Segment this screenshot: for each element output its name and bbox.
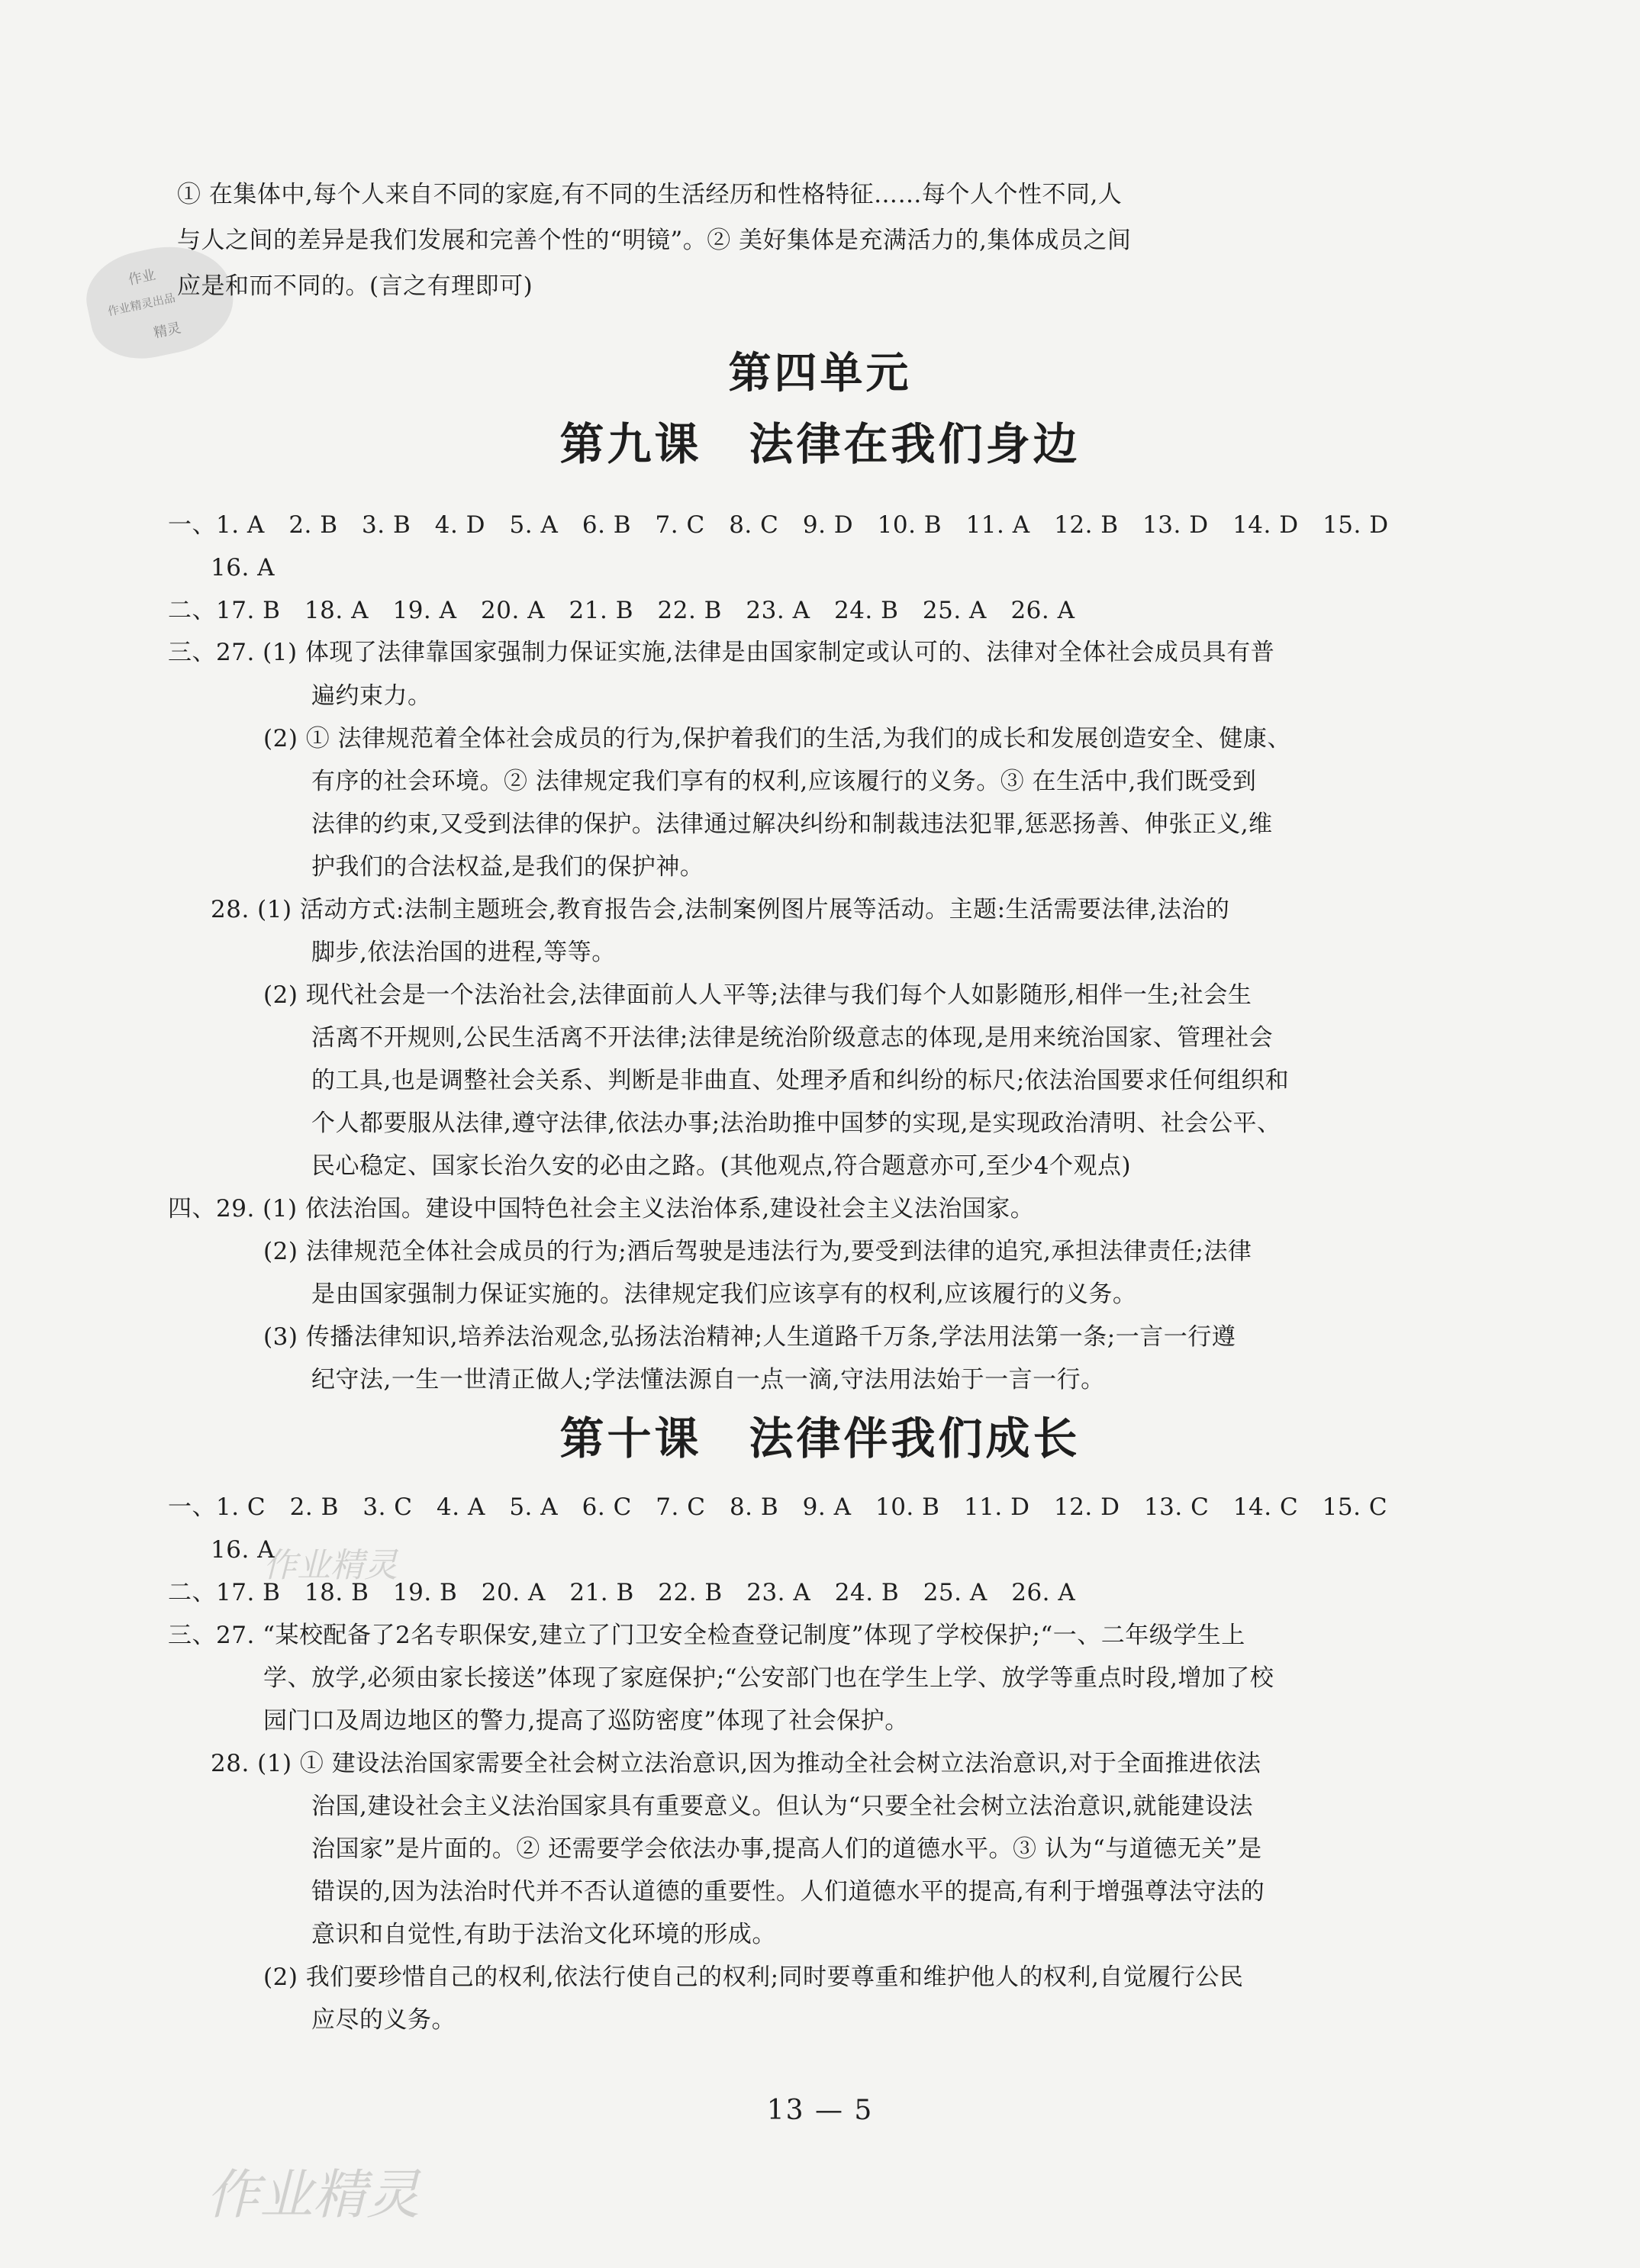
l9-line-18: (2) 法律规范全体社会成员的行为;酒后驾驶是违法行为,要受到法律的追究,承担法律责任;法律 bbox=[263, 1238, 1252, 1265]
l10-line-10: 错误的,因为法治时代并不否认道德的重要性。人们道德水平的提高,有利于增强尊法守法的 bbox=[311, 1878, 1265, 1906]
l10-line-8: 治国,建设社会主义法治国家具有重要意义。但认为“只要全社会树立法治意识,就能建设法 bbox=[311, 1793, 1254, 1820]
l10-line-4: 三、27. “某校配备了2名专职保安,建立了门卫安全检查登记制度”体现了学校保护;“一、二年级学生上 bbox=[168, 1622, 1245, 1649]
l9-line-3: 二、17. B 18. A 19. A 20. A 21. B 22. B 23. A 24. B 25. A 26. A bbox=[168, 597, 1075, 624]
l9-line-12: (2) 现代社会是一个法治社会,法律面前人人平等;法律与我们每个人如影随形,相伴一生;社会生 bbox=[263, 981, 1252, 1009]
l9-line-20: (3) 传播法律知识,培养法治观念,弘扬法治精神;人生道路千万条,学法用法第一条;一言一行遵 bbox=[263, 1323, 1236, 1351]
intro-line-1: ① 在集体中,每个人来自不同的家庭,有不同的生活经历和性格特征……每个人个性不同,人 bbox=[177, 181, 1123, 208]
stamp-text-1: 作业 bbox=[127, 266, 157, 288]
l9-line-4: 三、27. (1) 体现了法律靠国家强制力保证实施,法律是由国家制定或认可的、法律对全体社会成员具有普 bbox=[168, 639, 1275, 666]
l9-line-9: 护我们的合法权益,是我们的保护神。 bbox=[311, 853, 704, 881]
l9-line-16: 民心稳定、国家长治久安的必由之路。(其他观点,符合题意亦可,至少4个观点) bbox=[311, 1152, 1132, 1180]
l9-line-7: 有序的社会环境。② 法律规定我们享有的权利,应该履行的义务。③ 在生活中,我们既受到 bbox=[311, 768, 1257, 795]
lesson9-title: 第九课 法律在我们身边 bbox=[559, 418, 1081, 470]
l9-line-14: 的工具,也是调整社会关系、判断是非曲直、处理矛盾和纠纷的标尺;依法治国要求任何组织和 bbox=[311, 1067, 1290, 1094]
l9-line-8: 法律的约束,又受到法律的保护。法律通过解决纠纷和制裁违法犯罪,惩恶扬善、伸张正义,维 bbox=[311, 810, 1273, 838]
l9-line-1: 一、1. A 2. B 3. B 4. D 5. A 6. B 7. C 8. C 9. D 10. B 11. A 12. B 13. D 14. D 15. D bbox=[168, 511, 1389, 539]
watermark-mid: 作业精灵 bbox=[263, 1546, 398, 1585]
l10-line-11: 意识和自觉性,有助于法治文化环境的形成。 bbox=[311, 1921, 776, 1948]
l10-line-5: 学、放学,必须由家长接送”体现了家庭保护;“公安部门也在学生上学、放学等重点时段,增加了校 bbox=[263, 1664, 1274, 1692]
stamp-text-2: 作业精灵出品 bbox=[106, 291, 177, 319]
watermark-bottom: 作业精灵 bbox=[206, 2163, 420, 2226]
page-number: 13 — 5 bbox=[766, 2095, 874, 2126]
unit-title: 第四单元 bbox=[728, 349, 912, 398]
l10-line-9: 治国家”是片面的。② 还需要学会依法办事,提高人们的道德水平。③ 认为“与道德无关”是 bbox=[311, 1835, 1262, 1863]
l9-line-13: 活离不开规则,公民生活离不开法律;法律是统治阶级意志的体现,是用来统治国家、管理社会 bbox=[311, 1024, 1274, 1052]
l9-line-11: 脚步,依法治国的进程,等等。 bbox=[311, 939, 616, 966]
l9-line-2: 16. A bbox=[211, 554, 275, 581]
l10-line-1: 一、1. C 2. B 3. C 4. A 5. A 6. C 7. C 8. B 9. A 10. B 11. D 12. D 13. C 14. C 15. C bbox=[168, 1493, 1388, 1521]
l9-line-15: 个人都要服从法律,遵守法律,依法办事;法治助推中国梦的实现,是实现政治清明、社会公平、 bbox=[311, 1110, 1281, 1137]
l10-line-13: 应尽的义务。 bbox=[311, 2006, 456, 2034]
l9-line-6: (2) ① 法律规范着全体社会成员的行为,保护着我们的生活,为我们的成长和发展创造安全、健康、 bbox=[263, 725, 1291, 752]
intro-line-3: 应是和而不同的。(言之有理即可) bbox=[177, 272, 533, 300]
l9-line-21: 纪守法,一生一世清正做人;学法懂法源自一点一滴,守法用法始于一言一行。 bbox=[311, 1366, 1105, 1393]
l10-line-12: (2) 我们要珍惜自己的权利,依法行使自己的权利;同时要尊重和维护他人的权利,自觉履行公民 bbox=[263, 1964, 1244, 1991]
intro-line-2: 与人之间的差异是我们发展和完善个性的“明镜”。② 美好集体是充满活力的,集体成员之间 bbox=[177, 227, 1132, 254]
l10-line-3: 二、17. B 18. B 19. B 20. A 21. B 22. B 23. A 24. B 25. A 26. A bbox=[168, 1579, 1076, 1606]
stamp-text-3: 精灵 bbox=[152, 320, 182, 342]
l9-line-19: 是由国家强制力保证实施的。法律规定我们应该享有的权利,应该履行的义务。 bbox=[311, 1281, 1137, 1308]
l9-line-5: 遍约束力。 bbox=[311, 682, 432, 710]
l10-line-2: 16. A bbox=[211, 1536, 275, 1564]
l10-line-7: 28. (1) ① 建设法治国家需要全社会树立法治意识,因为推动全社会树立法治意识,对于全面推进依法 bbox=[211, 1750, 1261, 1777]
l10-line-6: 园门口及周边地区的警力,提高了巡防密度”体现了社会保护。 bbox=[263, 1707, 909, 1735]
l9-line-10: 28. (1) 活动方式:法制主题班会,教育报告会,法制案例图片展等活动。主题:生活需要法律,法治的 bbox=[211, 896, 1230, 923]
lesson10-title: 第十课 法律伴我们成长 bbox=[559, 1413, 1081, 1464]
l9-line-17: 四、29. (1) 依法治国。建设中国特色社会主义法治体系,建设社会主义法治国家。 bbox=[168, 1195, 1035, 1223]
